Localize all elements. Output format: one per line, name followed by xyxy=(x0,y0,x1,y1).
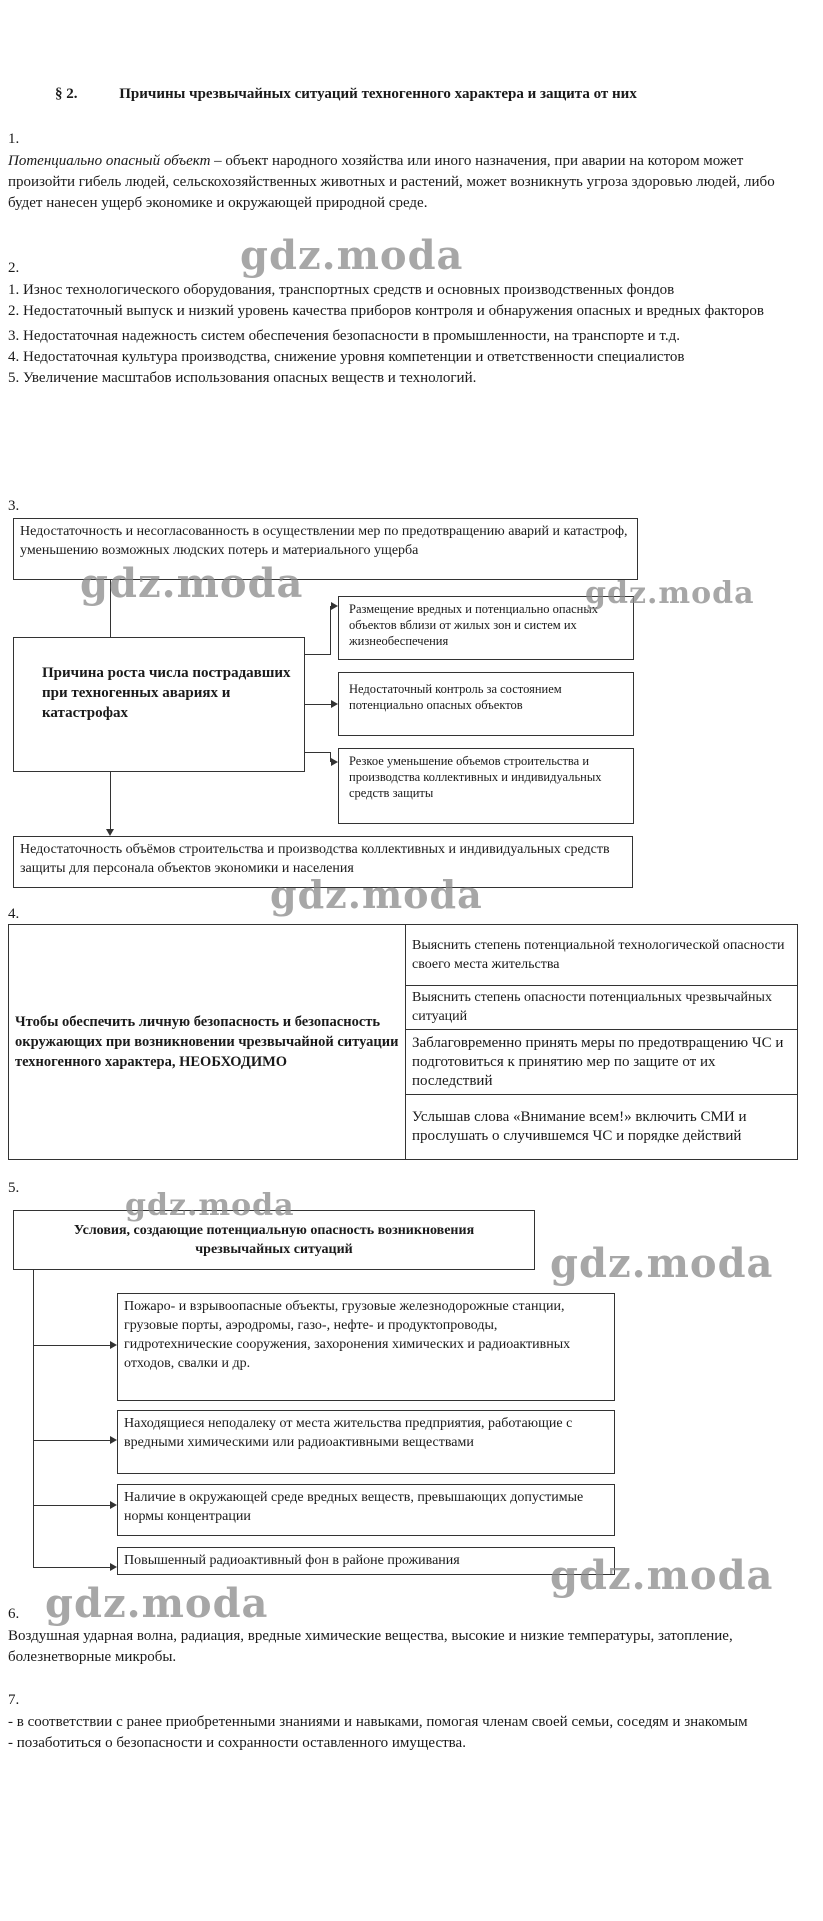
q6-answer: Воздушная ударная волна, радиация, вредные химические вещества, высокие и низкие температуры, затопление, болезнетворные микробы. xyxy=(8,1628,733,1665)
q5-header-box: Условия, создающие потенциальную опасность возникновения чрезвычайных ситуаций xyxy=(13,1210,535,1270)
q3-connector xyxy=(330,606,331,654)
q5-arrow-right-icon xyxy=(110,1341,117,1349)
q4-right-cell: Выяснить степень опасности потенциальных чрезвычайных ситуаций xyxy=(406,985,798,1029)
watermark: gdz.moda xyxy=(270,872,483,917)
q5-item-box-4: Повышенный радиоактивный фон в районе проживания xyxy=(117,1547,615,1575)
section-number: § 2. xyxy=(55,86,78,102)
q5-connector xyxy=(33,1567,110,1568)
q3-arrow-right-icon xyxy=(331,602,338,610)
q5-arrow-right-icon xyxy=(110,1501,117,1509)
page-title xyxy=(55,86,637,103)
q3-arrow-right-icon xyxy=(331,758,338,766)
q3-center-box: Причина роста числа пострадавших при техногенных авариях и катастрофах xyxy=(13,637,305,772)
q3-connector xyxy=(110,772,111,829)
q3-connector xyxy=(305,752,331,753)
watermark: gdz.moda xyxy=(550,1240,774,1287)
q2-item: 1. Износ технологического оборудования, транспортных средств и основных производственных фондов xyxy=(8,282,675,298)
q4-number: 4. xyxy=(8,906,20,922)
watermark: gdz.moda xyxy=(550,1552,774,1599)
q5-connector xyxy=(33,1440,110,1441)
q6-number: 6. xyxy=(8,1606,20,1622)
q5-item-box-3: Наличие в окружающей среде вредных веществ, превышающих допустимые нормы концентрации xyxy=(117,1484,615,1536)
q7-number: 7. xyxy=(8,1692,20,1708)
q1-number: 1. xyxy=(8,131,20,147)
q1-answer xyxy=(8,151,798,214)
q5-connector xyxy=(33,1345,110,1346)
q3-connector xyxy=(305,704,331,705)
q5-arrow-right-icon xyxy=(110,1436,117,1444)
q5-connector xyxy=(33,1505,110,1506)
q4-right-cell: Выяснить степень потенциальной технологической опасности своего места жительства xyxy=(406,925,798,986)
q5-arrow-right-icon xyxy=(110,1563,117,1571)
q2-item: 2. Недостаточный выпуск и низкий уровень качества приборов контроля и обнаружения опасных и вредных факторов xyxy=(8,303,764,319)
q3-arrow-down-icon xyxy=(106,829,114,836)
q5-connector xyxy=(33,1270,34,1568)
q2-list xyxy=(8,280,803,389)
q4-right-cell: Заблаговременно принять меры по предотвращению ЧС и подготовиться к принятию мер по защите от их последствий xyxy=(406,1030,798,1095)
q7-list xyxy=(8,1712,798,1754)
watermark: gdz.moda xyxy=(240,232,464,279)
q3-right-box-1: Размещение вредных и потенциально опасных объектов вблизи от жилых зон и систем их жизнеобеспечения xyxy=(338,596,634,660)
q4-left-cell: Чтобы обеспечить личную безопасность и безопасность окружающих при возникновении чрезвычайной ситуации техногенного характера, НЕОБХОДИМО xyxy=(9,925,406,1160)
q3-number: 3. xyxy=(8,498,20,514)
watermark: gdz.moda xyxy=(585,576,755,611)
q5-item-box-1: Пожаро- и взрывоопасные объекты, грузовые железнодорожные станции, грузовые порты, аэродромы, газо-, нефте- и продуктопроводы, гидротехнические сооружения, захоронения химических и радиоактивных отходов, свалки и др. xyxy=(117,1293,615,1401)
q2-item: 4. Недостаточная культура производства, снижение уровня компетенции и ответственности специалистов xyxy=(8,349,685,365)
q1-term: Потенциально опасный объект xyxy=(8,153,211,169)
table-row xyxy=(9,925,798,986)
q2-number: 2. xyxy=(8,260,20,276)
q2-item: 3. Недостаточная надежность систем обеспечения безопасности в промышленности, на транспорте и т.д. xyxy=(8,328,680,344)
q4-table xyxy=(8,924,798,1160)
section-title: Причины чрезвычайных ситуаций техногенного характера и защита от них xyxy=(119,86,637,102)
q4-right-cell: Услышав слова «Внимание всем!» включить СМИ и прослушать о случившемся ЧС и порядке действий xyxy=(406,1095,798,1160)
q5-number: 5. xyxy=(8,1180,20,1196)
q1-text: – объект народного хозяйства или иного назначения, при аварии на котором может произойти гибель людей, сельскохозяйственных животных и растений, может возникнуть угроза здоровью людей, либо будет нанесен ущерб экономике и окружающей природной среде. xyxy=(8,153,775,211)
q3-top-box: Недостаточность и несогласованность в осуществлении мер по предотвращению аварий и катастроф, уменьшению возможных людских потерь и материального ущерба xyxy=(13,518,638,580)
q3-right-box-2: Недостаточный контроль за состоянием потенциально опасных объектов xyxy=(338,672,634,736)
watermark: gdz.moda xyxy=(125,1188,295,1223)
q3-bottom-box: Недостаточность объёмов строительства и производства коллективных и индивидуальных средств защиты для персонала объектов экономики и населения xyxy=(13,836,633,888)
q7-item: - позаботиться о безопасности и сохранности оставленного имущества. xyxy=(8,1735,466,1751)
q7-item: - в соответствии с ранее приобретенными знаниями и навыками, помогая членам своей семьи, соседям и знакомым xyxy=(8,1714,748,1730)
q5-item-box-2: Находящиеся неподалеку от места жительства предприятия, работающие с вредными химическими или радиоактивными веществами xyxy=(117,1410,615,1474)
q3-right-box-3: Резкое уменьшение объемов строительства и производства коллективных и индивидуальных средств защиты xyxy=(338,748,634,824)
watermark: gdz.moda xyxy=(45,1580,269,1627)
q2-item: 5. Увеличение масштабов использования опасных веществ и технологий. xyxy=(8,370,477,386)
watermark: gdz.moda xyxy=(80,560,304,607)
q3-arrow-right-icon xyxy=(331,700,338,708)
q3-connector xyxy=(305,654,331,655)
